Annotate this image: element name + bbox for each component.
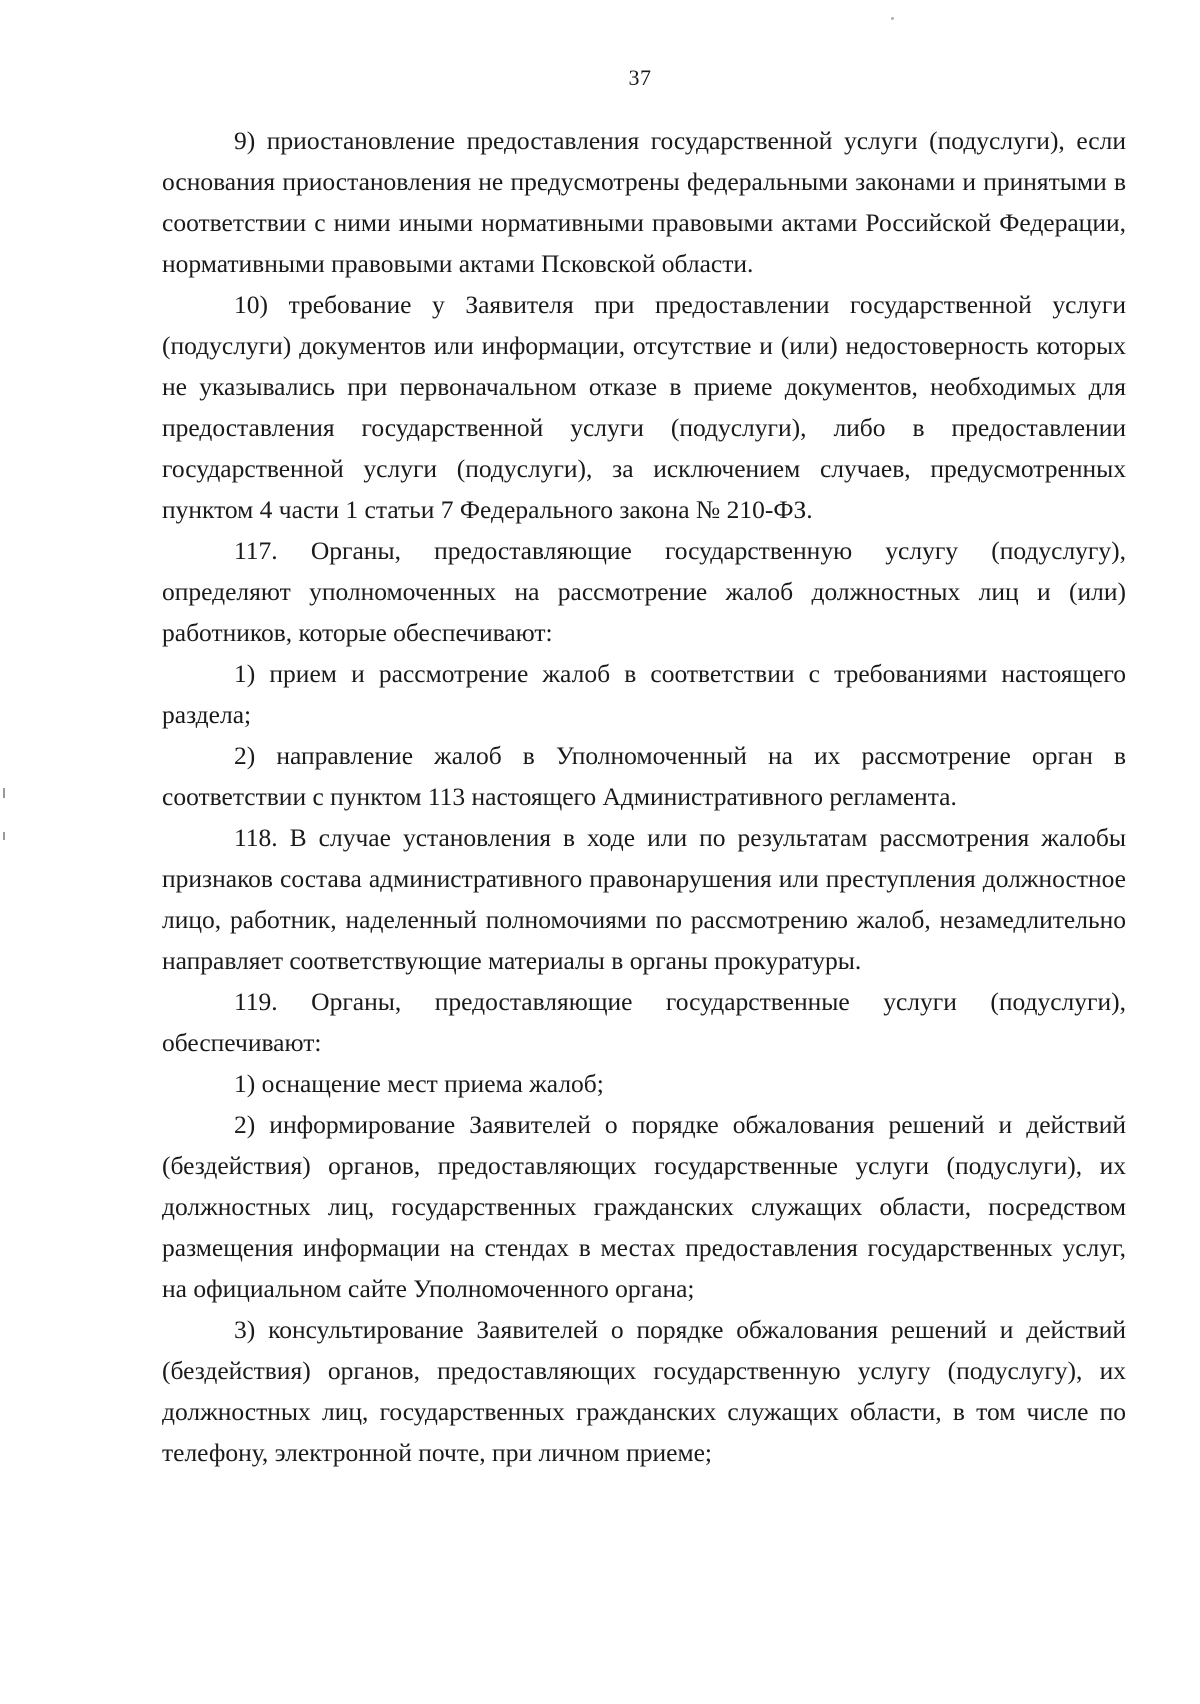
- paragraph-clause-117-item-1: 1) прием и рассмотрение жалоб в соответствии с требованиями настоящего раздела;: [162, 659, 1126, 729]
- paragraph-clause-118: 118. В случае установления в ходе или по результатам рассмотрения жалобы признаков состава административного правонарушения или преступления должностное лицо, работник, наделенный полномочиями по рассмотрению жалоб, незамедлительно направляет соответствующие материалы в органы прокуратуры.: [162, 823, 1126, 975]
- paragraph-clause-119: 119. Органы, предоставляющие государственные услуги (подуслуги), обеспечивают:: [162, 987, 1126, 1057]
- page-number: 37: [628, 65, 652, 90]
- scan-artifact-mark: [3, 788, 5, 798]
- paragraph-clause-119-item-1: 1) оснащение мест приема жалоб;: [234, 1069, 604, 1098]
- paragraph-clause-117-item-2: 2) направление жалоб в Уполномоченный на их рассмотрение орган в соответствии с пунктом 113 настоящего Административного регламента.: [162, 741, 1126, 811]
- document-body: [162, 120, 1126, 1473]
- paragraph-clause-119-item-2: 2) информирование Заявителей о порядке обжалования решений и действий (бездействия) органов, предоставляющих государственные услуги (подуслуги), их должностных лиц, государственных гражданских служащих области, посредством размещения информации на стендах в местах предоставления государственных услуг, на официальном сайте Уполномоченного органа;: [162, 1110, 1126, 1303]
- paragraph-item-10: 10) требование у Заявителя при предоставлении государственной услуги (подуслуги) документов или информации, отсутствие и (или) недостоверность которых не указывались при первоначальном отказе в приеме документов, необходимых для предоставления государственной услуги (подуслуги), либо в предоставлении государственной услуги (подуслуги), за исключением случаев, предусмотренных пунктом 4 части 1 статьи 7 Федерального закона № 210-ФЗ.: [162, 290, 1126, 524]
- scan-artifact-dot: [891, 17, 894, 20]
- paragraph-clause-119-item-3: 3) консультирование Заявителей о порядке обжалования решений и действий (бездействия) органов, предоставляющих государственную услугу (подуслугу), их должностных лиц, государственных гражданских служащих области, в том числе по телефону, электронной почте, при личном приеме;: [162, 1315, 1126, 1467]
- scan-artifact-mark: [3, 832, 5, 840]
- paragraph-clause-117: 117. Органы, предоставляющие государственную услугу (подуслугу), определяют уполномоченных на рассмотрение жалоб должностных лиц и (или) работников, которые обеспечивают:: [162, 536, 1126, 647]
- paragraph-item-9: 9) приостановление предоставления государственной услуги (подуслуги), если основания приостановления не предусмотрены федеральными законами и принятыми в соответствии с ними иными нормативными правовыми актами Российской Федерации, нормативными правовыми актами Псковской области.: [162, 126, 1126, 278]
